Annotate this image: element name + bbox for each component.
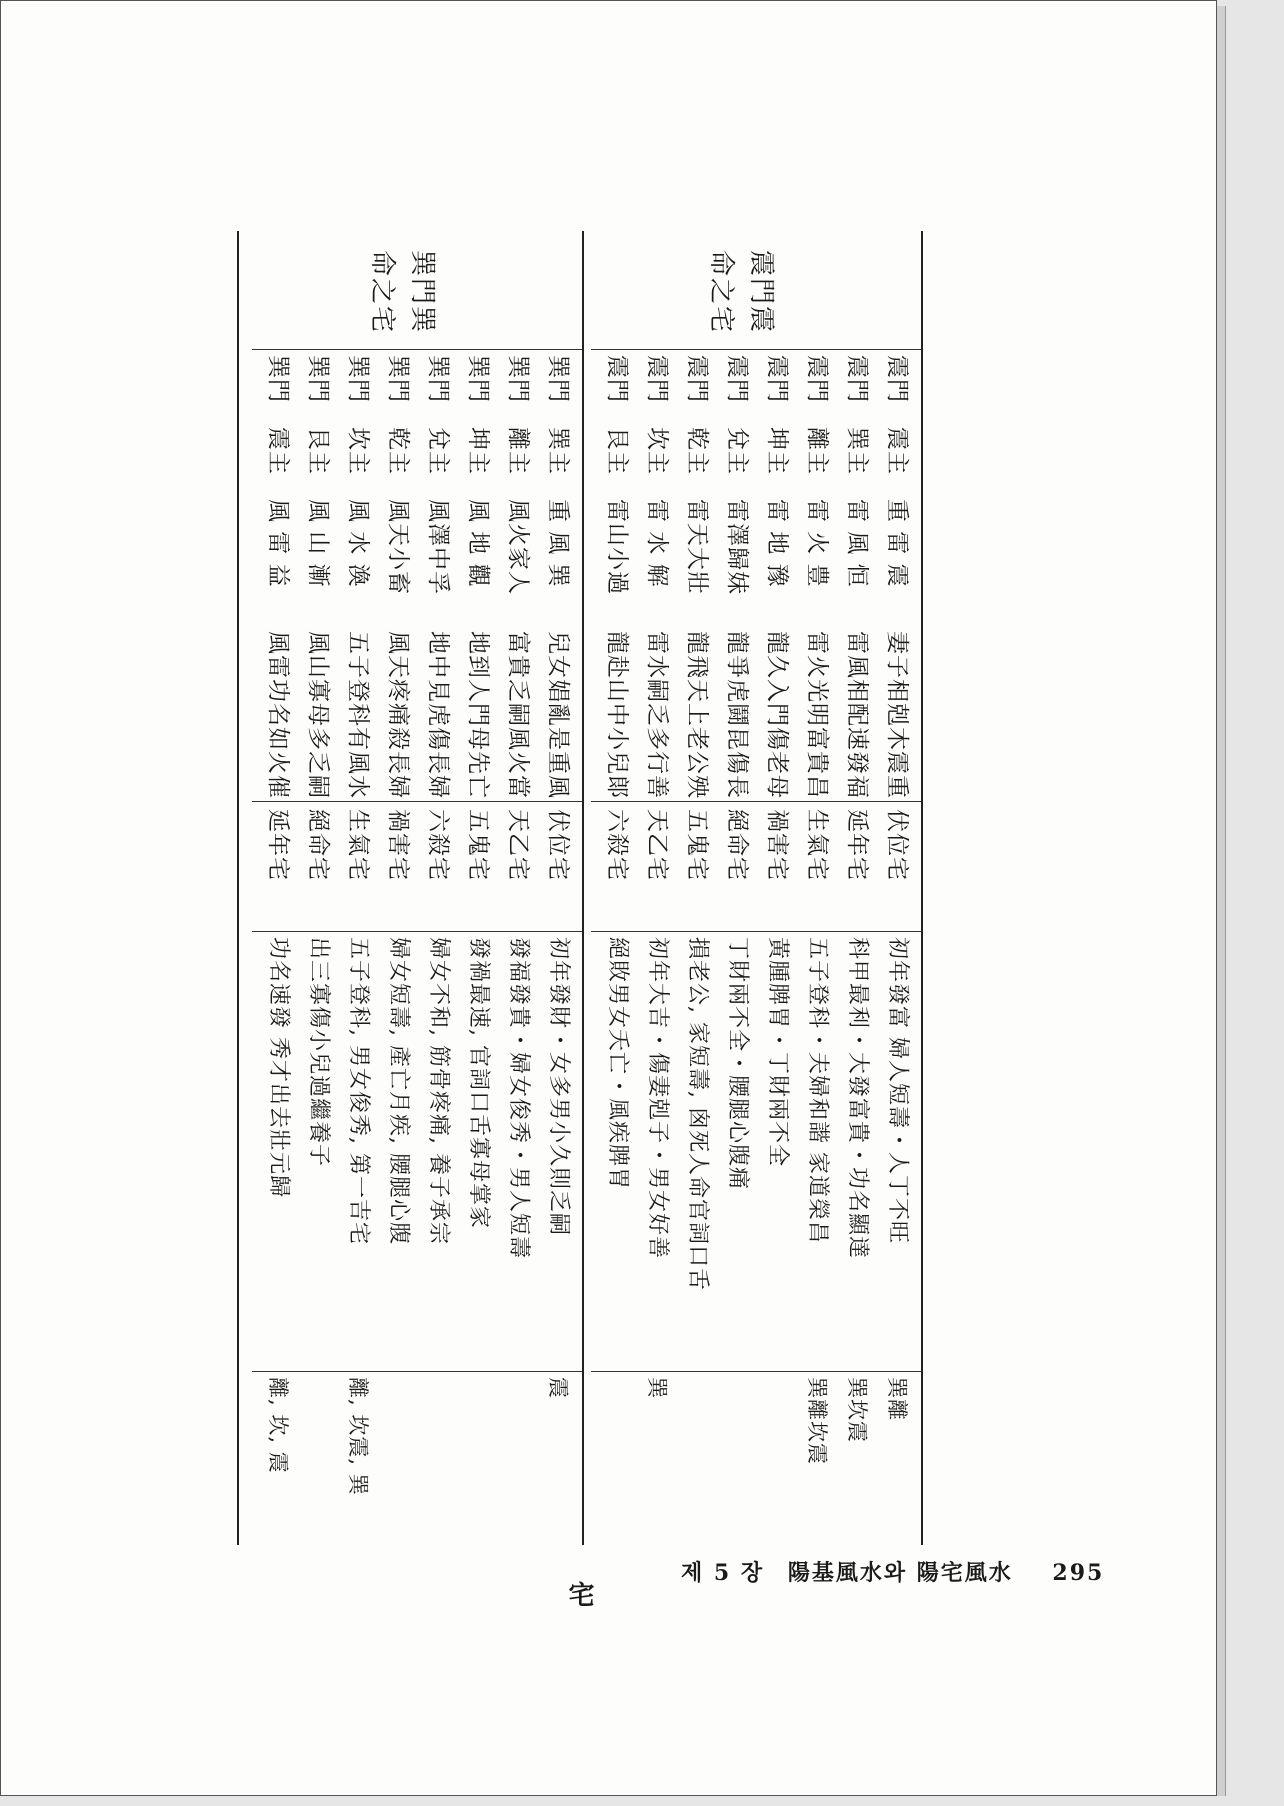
chapter-title: 陽基風水와 陽宅風水: [787, 1560, 1013, 1586]
cell-verse: 地到人門母先亡: [465, 631, 491, 799]
cell-ruler: 震主: [884, 427, 910, 475]
cell-trigram: 重 風 巽: [545, 499, 571, 588]
cell-fortune: 功名速發 秀才出去壯元歸: [266, 937, 291, 1198]
cell-verse: 雷風相配速發福: [844, 631, 870, 799]
cell-ruler: 震主: [265, 427, 291, 475]
cell-note: 巽: [645, 1377, 669, 1399]
section-label: 巽門巽命之宅: [367, 249, 437, 334]
cell-trigram: 風 雷 益: [265, 499, 291, 588]
cell-fortune: 出三寡傷小兒過繼養子: [306, 937, 331, 1168]
cell-trigram: 風天小畜: [385, 499, 411, 595]
cell-trigram: 風火家人: [505, 499, 531, 595]
cell-verse: 富貴乏嗣風火當: [505, 631, 531, 799]
cell-note: 巽離坎震: [805, 1377, 829, 1465]
cell-ruler: 坤主: [764, 427, 790, 475]
cell-verse: 兒女娼亂是重風: [545, 631, 571, 799]
cell-door: 震門: [844, 355, 870, 403]
cell-house: 生氣宅: [804, 809, 830, 881]
cell-house: 天乙宅: [505, 809, 531, 881]
cell-verse: 五子登科有風水: [345, 631, 371, 799]
cell-door: 震門: [724, 355, 750, 403]
column-divider: [591, 1371, 921, 1372]
cell-ruler: 兌主: [724, 427, 750, 475]
cell-verse: 風山寡母多乏嗣: [305, 631, 331, 799]
cell-house: 天乙宅: [644, 809, 670, 881]
cell-house: 六殺宅: [425, 809, 451, 881]
cell-note: 離, 坎震, 巽: [346, 1377, 370, 1496]
cell-door: 巽門: [265, 355, 291, 403]
cell-trigram: 雷 風 恒: [844, 499, 870, 588]
column-divider: [252, 1371, 582, 1372]
cell-ruler: 艮主: [604, 427, 630, 475]
cell-house: 伏位宅: [884, 809, 910, 881]
column-divider: [591, 931, 921, 932]
column-divider: [252, 931, 582, 932]
cell-house: 絕命宅: [724, 809, 750, 881]
cell-door: 震門: [644, 355, 670, 403]
table-section-zhen: [591, 231, 923, 1545]
cell-note: 震: [546, 1377, 570, 1399]
cell-door: 巽門: [465, 355, 491, 403]
cell-fortune: 初年大吉・傷妻剋子・男女好善: [645, 937, 670, 1260]
cell-ruler: 離主: [804, 427, 830, 475]
cell-verse: 風天疼痛殺長婦: [385, 631, 411, 799]
cell-door: 震門: [764, 355, 790, 403]
page-footer: [681, 1556, 1104, 1587]
cell-trigram: 雷 水 解: [644, 499, 670, 588]
page-edge: [1217, 6, 1226, 1796]
cell-trigram: 雷 火 豊: [804, 499, 830, 588]
cell-verse: 雷火光明富貴昌: [804, 631, 830, 799]
cell-fortune: 發福發貴・婦女俊秀・男人短壽: [506, 937, 531, 1260]
cell-fortune: 婦女短壽, 產亡月疾, 腰腿心腹: [386, 937, 411, 1245]
cell-trigram: 雷澤歸妹: [724, 499, 750, 595]
cell-door: 巽門: [545, 355, 571, 403]
cell-fortune: 損老公, 家短壽, 囪死人命官詞口舌: [685, 937, 710, 1291]
cell-trigram: 風 水 渙: [345, 499, 371, 588]
cell-house: 六殺宅: [604, 809, 630, 881]
cell-ruler: 巽主: [545, 427, 571, 475]
table-section-xun: [252, 231, 584, 1545]
cell-house: 延年宅: [844, 809, 870, 881]
cell-fortune: 婦女不和, 筋骨疼痛, 養子承宗: [426, 937, 451, 1245]
cell-verse: 龍久入門傷老母: [764, 631, 790, 799]
cell-ruler: 艮主: [305, 427, 331, 475]
cell-house: 五鬼宅: [465, 809, 491, 881]
cell-ruler: 兌主: [425, 427, 451, 475]
cell-trigram: 雷天大壯: [684, 499, 710, 595]
cell-house: 生氣宅: [345, 809, 371, 881]
cell-door: 震門: [604, 355, 630, 403]
cell-house: 五鬼宅: [684, 809, 710, 881]
cell-house: 絕命宅: [305, 809, 331, 881]
cell-fortune: 丁財兩不全・腰腿心腹痛: [725, 937, 750, 1191]
cell-verse: 龍爭虎鬪昆傷長: [724, 631, 750, 799]
cell-ruler: 離主: [505, 427, 531, 475]
cell-note: 巽坎震: [845, 1377, 869, 1443]
cell-house: 延年宅: [265, 809, 291, 881]
cell-note: 巽離: [885, 1377, 909, 1421]
cell-trigram: 風 地 觀: [465, 499, 491, 588]
cell-door: 震門: [804, 355, 830, 403]
cell-door: 震門: [684, 355, 710, 403]
cell-fortune: 科甲最利・大發富貴・功名顯達: [845, 937, 870, 1260]
cell-note: 離, 坎, 震: [266, 1377, 290, 1474]
cell-door: 巽門: [425, 355, 451, 403]
cell-ruler: 坤主: [465, 427, 491, 475]
cell-verse: 雷水嗣乏多行善: [644, 631, 670, 799]
column-divider: [591, 801, 921, 802]
page-number: 295: [1052, 1560, 1105, 1586]
table-bottom-rule: [237, 231, 239, 1545]
cell-trigram: 風 山 漸: [305, 499, 331, 588]
cell-trigram: 雷山小過: [604, 499, 630, 595]
cell-fortune: 五子登科, 男女俊秀, 第一吉宅: [346, 937, 371, 1245]
cell-ruler: 坎主: [644, 427, 670, 475]
cell-door: 巽門: [385, 355, 411, 403]
cell-verse: 龍赴山中小兒郞: [604, 631, 630, 799]
column-divider: [252, 349, 582, 350]
cell-ruler: 坎主: [345, 427, 371, 475]
rotated-table-area: [231, 231, 923, 1545]
cell-house: 禍害宅: [764, 809, 790, 881]
cell-ruler: 乾主: [684, 427, 710, 475]
cell-verse: 龍飛天上老公殃: [684, 631, 710, 799]
side-character: 宅: [564, 1581, 594, 1607]
cell-house: 伏位宅: [545, 809, 571, 881]
cell-fortune: 初年發富 婦人短壽・人丁不旺: [885, 937, 910, 1244]
cell-fortune: 黃腫脾胃・丁財兩不全: [765, 937, 790, 1168]
column-divider: [252, 801, 582, 802]
section-label: 震門震命之宅: [706, 249, 776, 334]
cell-verse: 地中見虎傷長婦: [425, 631, 451, 799]
cell-ruler: 乾主: [385, 427, 411, 475]
feng-shui-table: [231, 231, 923, 1545]
cell-ruler: 巽主: [844, 427, 870, 475]
cell-fortune: 發禍最速, 官詞口舌寡母掌家: [466, 937, 491, 1229]
cell-door: 巽門: [305, 355, 331, 403]
cell-house: 禍害宅: [385, 809, 411, 881]
cell-trigram: 重 雷 震: [884, 499, 910, 588]
cell-door: 巽門: [505, 355, 531, 403]
cell-verse: 風雷功名如火催: [265, 631, 291, 799]
cell-fortune: 初年發財・女多男小久則乏嗣: [546, 937, 571, 1237]
cell-door: 震門: [884, 355, 910, 403]
cell-fortune: 五子登科・夫婦和諧 家道榮昌: [805, 937, 830, 1244]
cell-trigram: 雷 地 豫: [764, 499, 790, 588]
cell-fortune: 絕敗男女夭亡・風疾脾胃: [605, 937, 630, 1191]
column-divider: [591, 349, 921, 350]
cell-door: 巽門: [345, 355, 371, 403]
cell-trigram: 風澤中孚: [425, 499, 451, 595]
chapter-label: 제 5 장: [681, 1560, 765, 1586]
cell-verse: 妻子相剋木震重: [884, 631, 910, 799]
